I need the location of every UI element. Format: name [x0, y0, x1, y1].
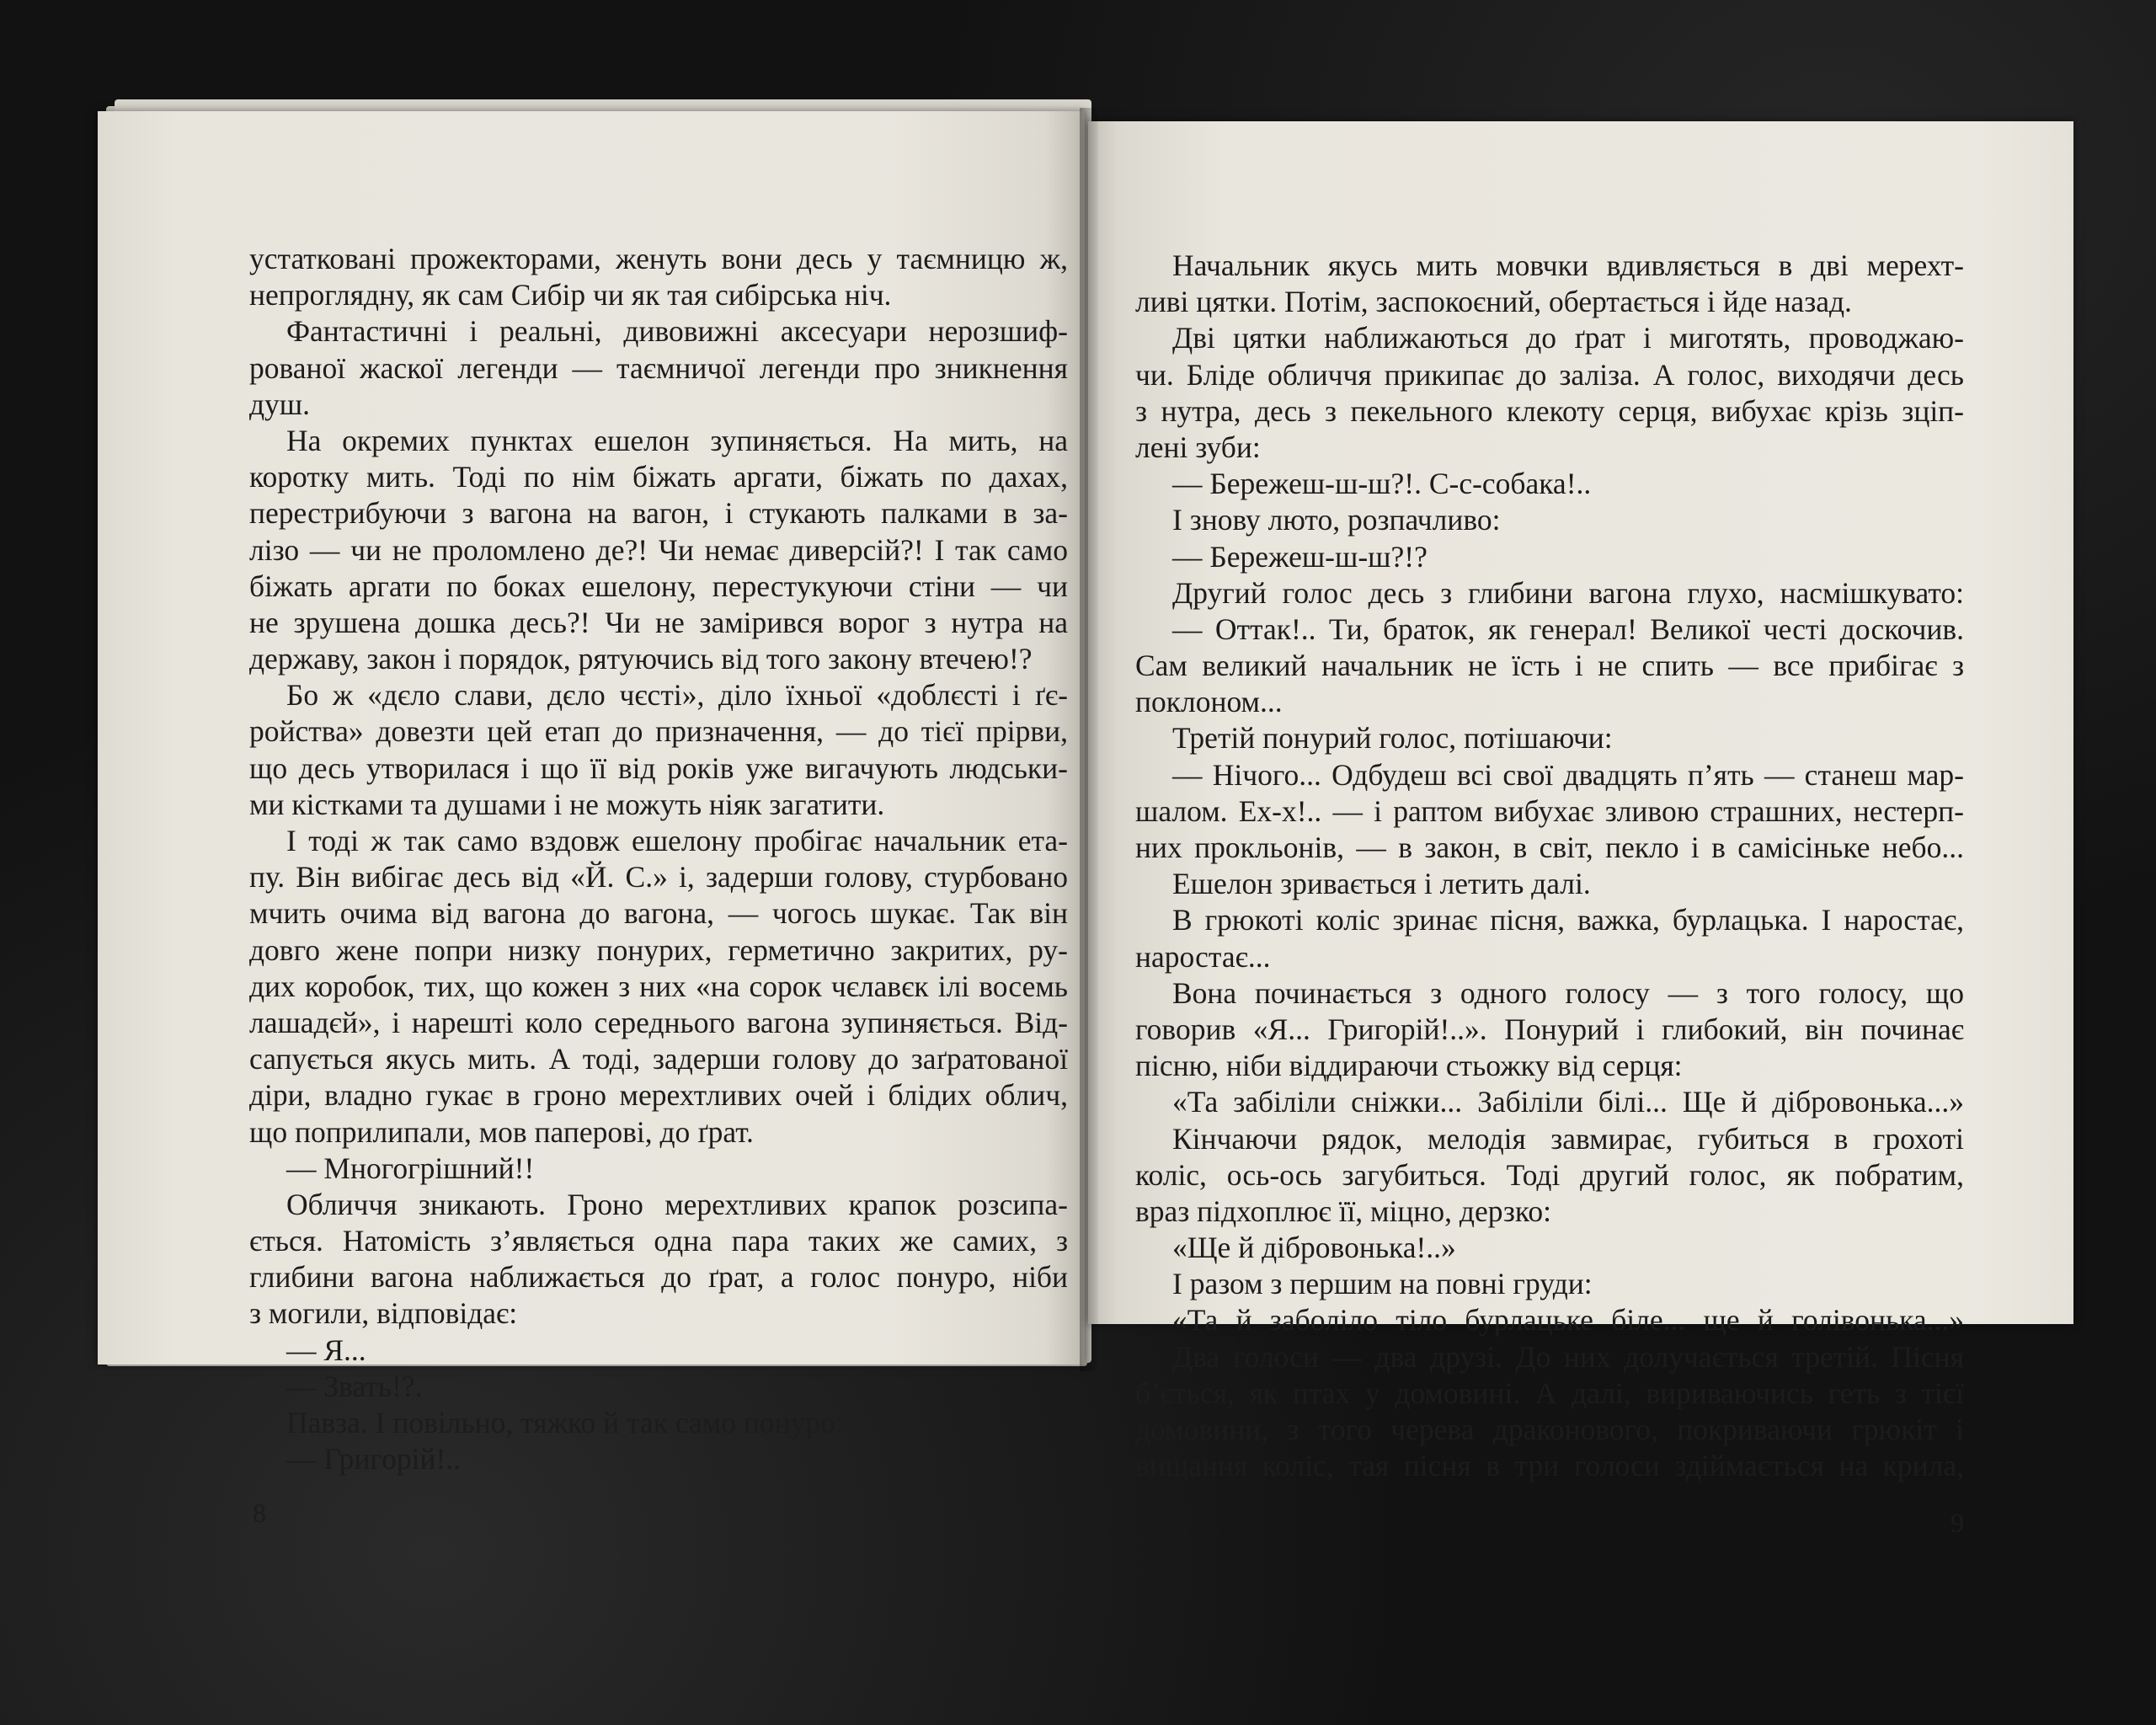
- text-line: устатковані прожекторами, женуть вони десь у таємницю ж,: [249, 242, 1068, 275]
- text-line: пісню, ніби віддираючи стьожку від серця:: [1135, 1049, 1683, 1083]
- text-line: — Бережеш-ш-ш?!. С-с-собака!..: [1172, 467, 1592, 501]
- text-line: В грюкоті коліс зринає пісня, важка, бурлацька. І наростає,: [1172, 903, 1964, 937]
- text-line: Ешелон зривається і летить далі.: [1172, 867, 1591, 901]
- text-line: Дві цятки наближаються до ґрат і миготять, проводжаю-: [1172, 321, 1964, 355]
- right-page-number: 9: [1951, 1508, 1964, 1538]
- text-line: — Я...: [286, 1332, 366, 1367]
- text-line: Бо ж «дєло слави, дєло чєсті», діло їхньої «доблєсті і ґє-: [286, 678, 1068, 713]
- text-line: лені зуби:: [1135, 430, 1261, 464]
- right-page-text: [1135, 248, 1964, 1484]
- text-line: довго жене попри низку понурих, герметично закритих, ру-: [249, 932, 1068, 967]
- text-line: мчить очима від вагона до вагона, — чогось шукає. Так він: [249, 896, 1068, 931]
- text-line: — Звать!?.: [286, 1369, 423, 1403]
- text-line: дих коробок, тих, що кожен з них «на сорок чєлавєк ілі восемь: [249, 969, 1068, 1003]
- text-line: Сам великий начальник не їсть і не спить — все прибігає з: [1135, 649, 1964, 683]
- text-line: лашадєй», і нарешті коло середнього вагона зупиняється. Від-: [249, 1005, 1068, 1039]
- text-line: враз підхоплює її, міцно, дерзко:: [1135, 1194, 1551, 1228]
- text-line: Павза. І повільно, тяжко й так само понуро:: [286, 1406, 844, 1439]
- text-line: вищання коліс, тая пісня в три голоси здіймається на крила,: [1135, 1449, 1964, 1483]
- text-line: Начальник якусь мить мовчки вдивляється в дві мерехт-: [1172, 248, 1964, 282]
- text-line: ройства» довезти цей етап до призначення, — до тієї прірви,: [249, 714, 1068, 749]
- text-line: рованої жаскої легенди — таємничої легенди про зникнення: [249, 350, 1068, 385]
- text-line: непроглядну, як сам Сибір чи як тая сибірська ніч.: [249, 278, 892, 312]
- text-line: Третій понурий голос, потішаючи:: [1172, 721, 1613, 756]
- text-line: б’ється, як птах у домовині. А далі, вириваючись геть з тієї: [1135, 1375, 1964, 1410]
- text-line: них прокльонів, — в закон, в світ, пекло і в самісіньке небо...: [1135, 830, 1964, 864]
- text-line: Фантастичні і реальні, дивовижні аксесуари нерозшиф-: [286, 314, 1068, 349]
- text-line: чи. Бліде обличчя прикипає до заліза. А голос, виходячи десь: [1135, 357, 1964, 392]
- text-line: з нутра, десь з пекельного клекоту серця, вибухає крізь зціп-: [1135, 393, 1964, 428]
- text-line: ми кістками та душами і не можуть ніяк загатити.: [249, 787, 885, 821]
- text-line: Другий голос десь з глибини вагона глухо, насмішкувато:: [1172, 575, 1964, 610]
- text-line: ливі цятки. Потім, заспокоєний, обертається і йде назад.: [1135, 285, 1852, 319]
- text-line: шалом. Ех-х!.. — і раптом вибухає зливою страшних, нестерп-: [1135, 793, 1964, 828]
- text-line: поклоном...: [1135, 685, 1283, 719]
- text-line: ється. Натомість з’являється одна пара таких же самих, з: [249, 1224, 1068, 1258]
- text-line: перестрибуючи з вагона на вагон, і стукають палками в за-: [249, 496, 1068, 531]
- right-page: [1088, 121, 2073, 1538]
- text-line: наростає...: [1135, 939, 1271, 974]
- text-line: коліс, ось-ось загубиться. Тоді другий голос, як побратим,: [1135, 1157, 1964, 1192]
- text-line: що десь утворилася і що її від років уже вигачують людськи-: [249, 750, 1068, 785]
- text-line: І тоді ж так само вздовж ешелону пробігає начальник ета-: [286, 824, 1068, 857]
- text-line: — Григорій!..: [286, 1442, 462, 1477]
- text-line: діри, владно гукає в гроно мерехтливих очей і блідих облич,: [249, 1078, 1068, 1113]
- text-line: «Та й заболіло тіло бурлацьке біле... ще й голівонька...»: [1172, 1303, 1964, 1338]
- text-line: пу. Він вибігає десь від «Й. С.» і, задерши голову, стурбовано: [249, 860, 1068, 895]
- text-line: лізо — чи не проломлено де?! Чи немає диверсій?! І так само: [249, 532, 1068, 567]
- text-line: Обличчя зникають. Гроно мерехтливих крапок розсипа-: [286, 1187, 1068, 1221]
- text-line: — Нічого... Одбудеш всі свої двадцять п’ять — станеш мар-: [1172, 757, 1964, 792]
- text-line: «Та забіліли сніжки... Забіліли білі... Ще й дібровонька...»: [1172, 1085, 1964, 1119]
- text-line: біжать аргати по боках ешелону, перестукуючи стіни — чи: [249, 569, 1068, 603]
- text-line: державу, закон і порядок, рятуючись від того закону втечею!?: [249, 642, 1033, 676]
- text-line: Два голоси — два друзі. До них долучається третій. Пісня: [1172, 1339, 1964, 1374]
- text-line: глибини вагона наближається до ґрат, а голос понуро, ніби: [249, 1260, 1068, 1295]
- text-line: душ.: [249, 387, 311, 421]
- text-line: домовини, з того черева драконового, покриваючи грюкіт і: [1135, 1413, 1964, 1446]
- text-line: І разом з першим на повні груди:: [1172, 1267, 1593, 1301]
- text-line: коротку мить. Тоді по нім біжать аргати, біжать по дахах,: [249, 460, 1068, 494]
- text-line: — Бережеш-ш-ш?!?: [1172, 539, 1428, 574]
- text-line: з могили, відповідає:: [249, 1296, 518, 1331]
- text-line: говорив «Я... Григорій!..». Понурий і глибокий, він починає: [1135, 1012, 1964, 1046]
- text-line: не зрушена дошка десь?! Чи не замірився ворог з нутра на: [249, 605, 1068, 639]
- text-line: сапується якусь мить. А тоді, задерши голову до заґратованої: [249, 1042, 1068, 1076]
- text-line: І знову люто, розпачливо:: [1172, 503, 1501, 537]
- text-line: що поприлипали, мов паперові, до ґрат.: [249, 1114, 754, 1149]
- text-line: «Ще й дібровонька!..»: [1172, 1231, 1456, 1265]
- left-page-number: 8: [253, 1498, 266, 1528]
- text-line: Вона починається з одного голосу — з того голосу, що: [1172, 975, 1964, 1010]
- left-page: [98, 111, 1085, 1528]
- text-line: На окремих пунктах ешелон зупиняється. На мить, на: [286, 423, 1068, 457]
- text-line: — Многогрішний!!: [286, 1151, 535, 1185]
- text-line: — Оттак!.. Ти, браток, як генерал! Великої честі доскочив.: [1172, 611, 1964, 646]
- text-line: Кінчаючи рядок, мелодія завмирає, губиться в грохоті: [1172, 1121, 1964, 1156]
- book-gutter: [1080, 108, 1098, 1371]
- left-page-text: [249, 241, 1068, 1477]
